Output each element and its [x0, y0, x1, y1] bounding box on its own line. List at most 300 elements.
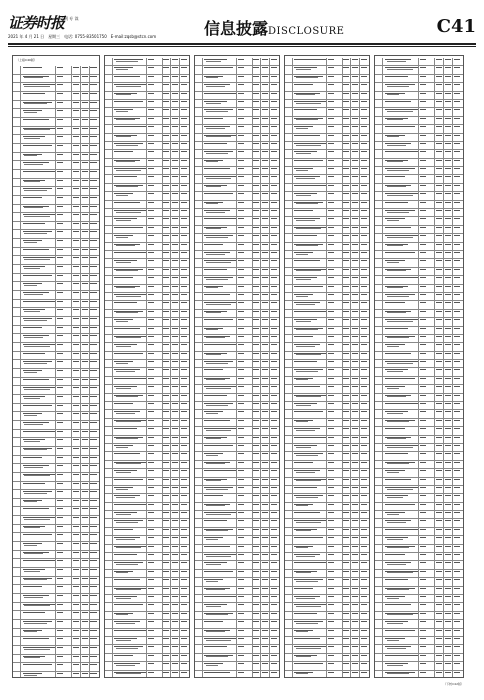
fine-print-value	[352, 596, 358, 597]
fine-print-value	[172, 101, 178, 102]
table-row	[13, 603, 99, 612]
fine-print-value	[238, 202, 244, 203]
fine-print-value	[253, 512, 259, 513]
fine-print-value	[420, 202, 426, 203]
fine-print-value	[445, 411, 451, 412]
fine-print-value	[253, 613, 259, 614]
fine-print-value	[445, 336, 451, 337]
fine-print-text	[204, 118, 223, 119]
fine-print-value	[436, 512, 442, 513]
fine-print-text	[206, 556, 231, 557]
table-cell-divider	[112, 536, 113, 543]
fine-print-value	[163, 76, 169, 77]
fine-print-value	[82, 439, 88, 440]
fine-print-value	[73, 474, 79, 475]
fine-print-value	[328, 663, 334, 664]
fine-print-value	[454, 160, 460, 161]
fine-print-value	[420, 160, 426, 161]
table-row	[195, 519, 279, 527]
table-cell-divider	[112, 66, 113, 73]
fine-print-value	[343, 487, 349, 488]
fine-print-value	[343, 604, 349, 605]
fine-print-value	[172, 378, 178, 379]
fine-print-value	[90, 128, 96, 129]
table-cell-divider	[292, 360, 293, 367]
fine-print-value	[82, 500, 88, 501]
table-row	[375, 503, 463, 511]
fine-print-value	[148, 118, 154, 119]
fine-print-value	[361, 571, 367, 572]
fine-print-value	[343, 59, 349, 60]
table-row	[105, 545, 189, 553]
fine-print-text	[24, 675, 36, 676]
table-cell-divider	[292, 553, 293, 560]
fine-print-value	[445, 59, 451, 60]
table-cell-divider	[112, 394, 113, 401]
fine-print-value	[253, 160, 259, 161]
fine-print-text	[294, 260, 319, 261]
fine-print-value	[57, 136, 63, 137]
table-cell-divider	[292, 419, 293, 426]
fine-print-value	[343, 269, 349, 270]
fine-print-value	[181, 520, 187, 521]
fine-print-value	[352, 244, 358, 245]
fine-print-value	[343, 646, 349, 647]
fine-print-value	[436, 554, 442, 555]
fine-print-value	[361, 286, 367, 287]
fine-print-value	[90, 154, 96, 155]
fine-print-value	[352, 638, 358, 639]
fine-print-value	[163, 470, 169, 471]
fine-print-value	[148, 151, 154, 152]
fine-print-value	[253, 185, 259, 186]
fine-print-value	[436, 579, 442, 580]
table-row	[195, 427, 279, 435]
fine-print-value	[82, 84, 88, 85]
fine-print-text	[116, 421, 141, 422]
table-row	[13, 490, 99, 499]
fine-print-value	[73, 206, 79, 207]
fine-print-value	[328, 554, 334, 555]
fine-print-value	[82, 552, 88, 553]
fine-print-value	[361, 487, 367, 488]
table-cell-divider	[20, 291, 21, 299]
table-row	[195, 175, 279, 183]
fine-print-value	[73, 162, 79, 163]
fine-print-value	[90, 630, 96, 631]
table-row	[105, 226, 189, 234]
fine-print-value	[454, 319, 460, 320]
fine-print-value	[352, 59, 358, 60]
fine-print-value	[253, 437, 259, 438]
fine-print-text	[296, 220, 314, 221]
fine-print-value	[328, 672, 334, 673]
fine-print-value	[253, 76, 259, 77]
fine-print-value	[361, 101, 367, 102]
fine-print-value	[148, 588, 154, 589]
fine-print-value	[328, 504, 334, 505]
fine-print-value	[82, 257, 88, 258]
table-cell-divider	[202, 335, 203, 342]
fine-print-text	[206, 337, 224, 338]
fine-print-text	[387, 237, 413, 238]
fine-print-value	[262, 613, 268, 614]
table-cell-divider	[20, 222, 21, 230]
fine-print-value	[352, 529, 358, 530]
fine-print-value	[90, 283, 96, 284]
table-cell-divider	[382, 293, 383, 300]
fine-print-value	[238, 311, 244, 312]
fine-print-value	[454, 428, 460, 429]
section-title	[204, 16, 344, 39]
table-cell-divider	[202, 125, 203, 132]
table-cell-divider	[292, 478, 293, 485]
fine-print-value	[82, 93, 88, 94]
fine-print-value	[90, 664, 96, 665]
fine-print-value	[271, 420, 277, 421]
fine-print-value	[253, 311, 259, 312]
fine-print-value	[436, 655, 442, 656]
fine-print-value	[271, 562, 277, 563]
table-row	[13, 594, 99, 603]
fine-print-text	[294, 336, 313, 337]
table-row	[13, 109, 99, 118]
fine-print-value	[436, 520, 442, 521]
table-cell-divider	[292, 519, 293, 526]
fine-print-value	[361, 495, 367, 496]
fine-print-text	[116, 287, 134, 288]
fine-print-value	[57, 560, 63, 561]
fine-print-value	[271, 638, 277, 639]
fine-print-value	[436, 462, 442, 463]
fine-print-value	[57, 67, 63, 68]
fine-print-value	[82, 197, 88, 198]
fine-print-text	[24, 441, 40, 442]
table-cell-divider	[292, 385, 293, 392]
fine-print-value	[238, 319, 244, 320]
table-cell-divider	[292, 159, 293, 166]
table-cell-divider	[202, 511, 203, 518]
fine-print-value	[82, 231, 88, 232]
table-cell-divider	[292, 570, 293, 577]
table-cell-divider	[20, 187, 21, 195]
fine-print-text	[385, 227, 412, 228]
fine-print-value	[82, 110, 88, 111]
table-cell-divider	[202, 436, 203, 443]
table-cell-divider	[202, 427, 203, 434]
fine-print-text	[206, 438, 221, 439]
fine-print-value	[238, 210, 244, 211]
fine-print-value	[57, 638, 63, 639]
table-row	[13, 525, 99, 534]
fine-print-value	[181, 336, 187, 337]
fine-print-value	[253, 101, 259, 102]
fine-print-value	[436, 59, 442, 60]
table-row	[285, 343, 369, 351]
fine-print-value	[445, 302, 451, 303]
fine-print-value	[253, 630, 259, 631]
fine-print-text	[24, 597, 43, 598]
fine-print-value	[90, 76, 96, 77]
table-cell-divider	[202, 360, 203, 367]
fine-print-value	[253, 260, 259, 261]
fine-print-value	[361, 529, 367, 530]
fine-print-value	[454, 344, 460, 345]
fine-print-text	[116, 447, 128, 448]
fine-print-value	[73, 595, 79, 596]
fine-print-value	[271, 294, 277, 295]
fine-print-value	[343, 571, 349, 572]
fine-print-value	[148, 537, 154, 538]
table-row	[375, 528, 463, 536]
fine-print-value	[271, 428, 277, 429]
table-row	[195, 259, 279, 267]
fine-print-value	[82, 491, 88, 492]
table-row	[195, 301, 279, 309]
fine-print-text	[294, 135, 319, 136]
fine-print-text	[23, 457, 42, 458]
fine-print-value	[73, 240, 79, 241]
fine-print-text	[387, 598, 400, 599]
fine-print-value	[436, 453, 442, 454]
table-cell-divider	[202, 134, 203, 141]
fine-print-value	[148, 93, 154, 94]
fine-print-value	[420, 672, 426, 673]
fine-print-value	[238, 227, 244, 228]
fine-print-value	[172, 537, 178, 538]
fine-print-text	[387, 614, 413, 615]
table-row	[105, 352, 189, 360]
fine-print-value	[445, 244, 451, 245]
fine-print-value	[271, 118, 277, 119]
fine-print-text	[206, 136, 231, 137]
fine-print-text	[387, 86, 410, 87]
table-cell-divider	[382, 243, 383, 250]
fine-print-value	[343, 244, 349, 245]
table-cell-divider	[382, 192, 383, 199]
fine-print-text	[114, 202, 139, 203]
fine-print-value	[238, 378, 244, 379]
fine-print-value	[82, 621, 88, 622]
fine-print-text	[206, 103, 221, 104]
table-row	[285, 469, 369, 477]
fine-print-text	[116, 623, 134, 624]
table-row	[195, 578, 279, 586]
fine-print-value	[148, 420, 154, 421]
fine-print-value	[238, 302, 244, 303]
fine-print-value	[262, 185, 268, 186]
table-cell-divider	[382, 519, 383, 526]
table-cell-divider	[20, 265, 21, 273]
fine-print-value	[238, 495, 244, 496]
fine-print-value	[238, 218, 244, 219]
fine-print-value	[343, 411, 349, 412]
fine-print-value	[181, 252, 187, 253]
fine-print-value	[238, 428, 244, 429]
fine-print-value	[253, 302, 259, 303]
fine-print-value	[328, 361, 334, 362]
fine-print-text	[204, 344, 236, 345]
table-cell-divider	[112, 251, 113, 258]
fine-print-value	[90, 110, 96, 111]
fine-print-value	[181, 369, 187, 370]
fine-print-text	[387, 472, 400, 473]
fine-print-value	[163, 411, 169, 412]
table-cell-divider	[202, 66, 203, 73]
table-cell-divider	[20, 369, 21, 377]
table-cell-divider	[20, 603, 21, 611]
fine-print-value	[262, 277, 268, 278]
fine-print-value	[90, 621, 96, 622]
table-cell-divider	[202, 595, 203, 602]
table-row	[105, 444, 189, 452]
fine-print-value	[271, 588, 277, 589]
fine-print-text	[296, 245, 318, 246]
fine-print-text	[296, 430, 314, 431]
fine-print-value	[271, 537, 277, 538]
table-cell-divider	[112, 385, 113, 392]
fine-print-value	[90, 387, 96, 388]
fine-print-value	[181, 546, 187, 547]
table-cell-divider	[202, 561, 203, 568]
fine-print-value	[181, 84, 187, 85]
fine-print-value	[238, 76, 244, 77]
fine-print-value	[271, 621, 277, 622]
fine-print-value	[445, 277, 451, 278]
table-row	[195, 410, 279, 418]
table-cell-divider	[202, 217, 203, 224]
fine-print-value	[181, 168, 187, 169]
fine-print-value	[57, 223, 63, 224]
fine-print-value	[445, 252, 451, 253]
fine-print-value	[271, 596, 277, 597]
fine-print-text	[385, 604, 412, 605]
table-row	[195, 134, 279, 142]
table-cell-divider	[202, 175, 203, 182]
fine-print-value	[262, 302, 268, 303]
fine-print-value	[90, 275, 96, 276]
fine-print-value	[445, 126, 451, 127]
fine-print-value	[454, 537, 460, 538]
table-cell-divider	[20, 663, 21, 671]
fine-print-value	[172, 411, 178, 412]
table-cell-divider	[292, 251, 293, 258]
fine-print-value	[436, 67, 442, 68]
fine-print-value	[238, 294, 244, 295]
table-row	[285, 620, 369, 628]
fine-print-value	[271, 185, 277, 186]
table-cell-divider	[202, 528, 203, 535]
fine-print-text	[294, 487, 316, 488]
table-row	[13, 482, 99, 491]
table-row	[195, 83, 279, 91]
table-row	[13, 499, 99, 508]
table-cell-divider	[382, 578, 383, 585]
fine-print-value	[420, 504, 426, 505]
fine-print-text	[23, 483, 46, 484]
fine-print-value	[238, 546, 244, 547]
fine-print-text	[116, 396, 138, 397]
fine-print-value	[420, 344, 426, 345]
table-row	[285, 595, 369, 603]
fine-print-value	[262, 353, 268, 354]
table-row	[285, 519, 369, 527]
fine-print-value	[181, 76, 187, 77]
fine-print-text	[387, 539, 403, 540]
fine-print-text	[387, 623, 403, 624]
table-row	[285, 159, 369, 167]
fine-print-text	[116, 522, 138, 523]
table-row	[13, 672, 99, 678]
fine-print-value	[420, 613, 426, 614]
fine-print-value	[328, 479, 334, 480]
fine-print-value	[454, 437, 460, 438]
fine-print-value	[361, 109, 367, 110]
fine-print-value	[420, 143, 426, 144]
table-cell-divider	[112, 301, 113, 308]
fine-print-value	[73, 67, 79, 68]
fine-print-value	[343, 369, 349, 370]
table-cell-divider	[382, 444, 383, 451]
fine-print-value	[90, 457, 96, 458]
table-cell-divider	[112, 201, 113, 208]
fine-print-value	[328, 76, 334, 77]
fine-print-value	[328, 453, 334, 454]
fine-print-value	[454, 336, 460, 337]
table-cell-divider	[112, 310, 113, 317]
table-row	[375, 620, 463, 628]
fine-print-value	[82, 335, 88, 336]
fine-print-value	[73, 197, 79, 198]
fine-print-value	[361, 638, 367, 639]
fine-print-value	[253, 445, 259, 446]
fine-print-value	[420, 596, 426, 597]
table-cell-divider	[20, 274, 21, 282]
table-cell-divider	[202, 75, 203, 82]
fine-print-value	[271, 520, 277, 521]
fine-print-value	[343, 193, 349, 194]
fine-print-text	[24, 294, 43, 295]
fine-print-value	[361, 369, 367, 370]
fine-print-value	[361, 361, 367, 362]
fine-print-text	[116, 94, 131, 95]
fine-print-text	[296, 94, 314, 95]
fine-print-value	[352, 67, 358, 68]
table-row	[285, 536, 369, 544]
table-row	[13, 274, 99, 283]
fine-print-text	[24, 363, 46, 364]
fine-print-value	[172, 151, 178, 152]
table-row	[285, 612, 369, 620]
fine-print-value	[271, 336, 277, 337]
fine-print-text	[387, 648, 406, 649]
table-cell-divider	[202, 92, 203, 99]
fine-print-value	[148, 638, 154, 639]
fine-print-value	[172, 453, 178, 454]
fine-print-text	[387, 119, 403, 120]
table-row	[195, 201, 279, 209]
fine-print-text	[296, 254, 308, 255]
fine-print-value	[148, 336, 154, 337]
fine-print-value	[73, 569, 79, 570]
fine-print-value	[73, 534, 79, 535]
fine-print-value	[454, 395, 460, 396]
table-row	[195, 217, 279, 225]
fine-print-value	[57, 543, 63, 544]
fine-print-value	[163, 428, 169, 429]
fine-print-value	[253, 269, 259, 270]
table-row	[195, 436, 279, 444]
